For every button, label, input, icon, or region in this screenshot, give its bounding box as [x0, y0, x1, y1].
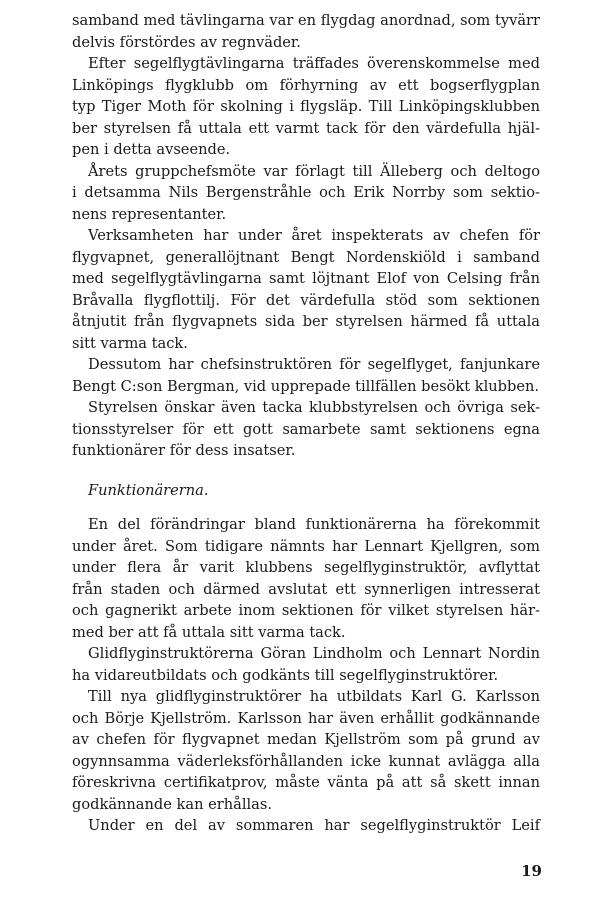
text-line: under året. Som tidigare nämnts har Lennart Kjellgren, som	[72, 537, 540, 555]
text-line: föreskrivna certifikatprov, måste vänta på att så skett innan	[72, 774, 540, 791]
page-number: 19	[521, 862, 542, 880]
section-heading: Funktionärerna.	[88, 481, 209, 499]
text-line: Glidflyginstruktörerna Göran Lindholm och Lennart Nordin	[88, 645, 540, 662]
paragraph	[72, 161, 540, 226]
text-line: funktionärer för dess insatser.	[72, 442, 296, 459]
text-line: Till nya glidflyginstruktörer ha utbildats Karl G. Karlsson	[88, 688, 540, 705]
text-line: Linköpings flygklubb om förhyrning av ett bogserflygplan	[72, 76, 540, 94]
second-section	[72, 514, 540, 837]
paragraph	[72, 643, 540, 686]
text-line: Dessutom har chefsinstruktören för segelflyget, fanjunkare	[88, 356, 540, 373]
text-line: flygvapnet, generallöjtnant Bengt Nordenskiöld i samband	[72, 248, 540, 266]
text-line: ogynnsamma väderleksförhållanden icke kunnat avlägga alla	[72, 752, 540, 770]
text-line: med segelflygtävlingarna samt löjtnant Elof von Celsing från	[72, 270, 540, 287]
text-line: nens representanter.	[72, 205, 227, 223]
text-line: i detsamma Nils Bergenstråhle och Erik Norrby som sektio-	[72, 184, 540, 201]
text-line: under flera år varit klubbens segelflyginstruktör, avflyttat	[72, 559, 540, 576]
text-line: Efter segelflygtävlingarna träffades överenskommelse med	[88, 55, 540, 72]
text-line: Verksamheten har under året inspekterats av chefen för	[88, 227, 540, 244]
text-line: ha vidareutbildats och godkänts till segelflyginstruktörer.	[72, 666, 499, 684]
text-line: från staden och därmed avslutat ett synnerligen intresserat	[72, 580, 540, 598]
text-line: och gagnerikt arbete inom sektionen för vilket styrelsen här-	[72, 602, 540, 619]
text-line: pen i detta avseende.	[72, 141, 231, 158]
text-line: delvis förstördes av regnväder.	[72, 33, 301, 51]
text-line: samband med tävlingarna var en flygdag anordnad, som tyvärr	[72, 12, 540, 29]
text-line: Bengt C:son Bergman, vid upprepade tillfällen besökt klubben.	[72, 377, 539, 395]
paragraph	[72, 10, 540, 53]
text-line: Styrelsen önskar även tacka klubbstyrelsen och övriga sek-	[88, 399, 540, 416]
paragraph	[72, 225, 540, 354]
paragraph	[72, 53, 540, 161]
paragraph	[72, 514, 540, 643]
paragraph	[72, 354, 540, 397]
text-line: tionsstyrelser för ett gott samarbete samt sektionens egna	[72, 420, 540, 438]
text-line: av chefen för flygvapnet medan Kjellström som på grund av	[72, 731, 540, 748]
body-text	[72, 10, 540, 837]
text-line: ber styrelsen få uttala ett varmt tack för den värdefulla hjäl-	[72, 119, 540, 137]
paragraph	[72, 686, 540, 815]
paragraph	[72, 397, 540, 462]
paragraph	[72, 815, 540, 837]
first-section	[72, 10, 540, 462]
text-line: och Börje Kjellström. Karlsson har även erhållit godkännande	[72, 709, 540, 727]
text-line: typ Tiger Moth för skolning i flygsläp. Till Linköpingsklubben	[72, 98, 540, 115]
text-line: En del förändringar bland funktionärerna ha förekommit	[88, 516, 540, 533]
text-line: sitt varma tack.	[72, 334, 188, 352]
text-line: med ber att få uttala sitt varma tack.	[72, 623, 346, 641]
text-line: åtnjutit från flygvapnets sida ber styrelsen härmed få uttala	[72, 313, 540, 330]
text-line: Årets gruppchefsmöte var förlagt till Älleberg och deltogo	[88, 162, 540, 180]
text-line: godkännande kan erhållas.	[72, 795, 272, 813]
text-line: Under en del av sommaren har segelflyginstruktör Leif	[88, 817, 540, 834]
text-line: Bråvalla flygflottilj. För det värdefulla stöd som sektionen	[72, 291, 540, 309]
